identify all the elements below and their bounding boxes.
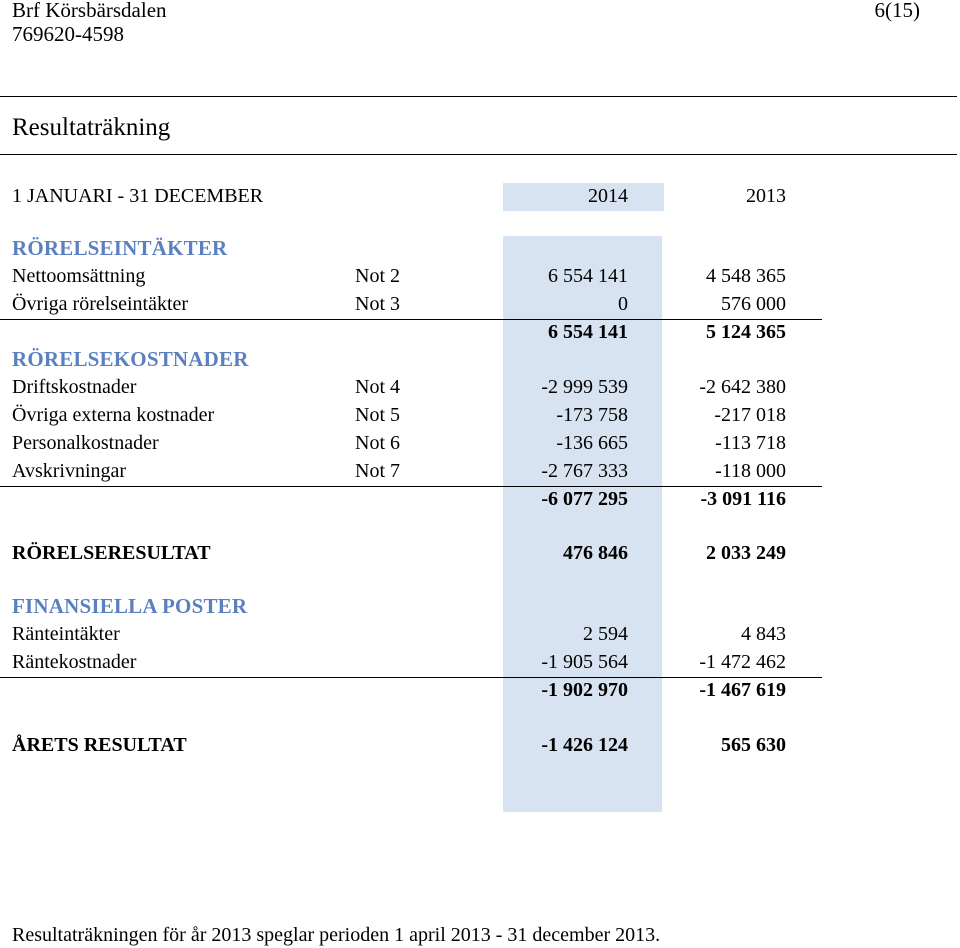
header-divider bbox=[0, 96, 957, 97]
costs-total-previous: -3 091 116 bbox=[700, 488, 786, 510]
revenue-total-previous: 5 124 365 bbox=[706, 321, 786, 343]
page-number: 6(15) bbox=[874, 0, 920, 22]
table-row-previous: -2 642 380 bbox=[699, 376, 786, 398]
financial-total-previous: -1 467 619 bbox=[699, 679, 786, 701]
year-previous: 2013 bbox=[746, 185, 786, 207]
table-row-previous: 4 548 365 bbox=[706, 265, 786, 287]
costs-total-rule bbox=[0, 486, 822, 487]
table-row-previous: -1 472 462 bbox=[699, 651, 786, 673]
financial-heading: FINANSIELLA POSTER bbox=[12, 594, 248, 618]
table-row-label: Driftskostnader bbox=[12, 376, 137, 398]
page-title: Resultaträkning bbox=[12, 114, 171, 141]
costs-heading: RÖRELSEKOSTNADER bbox=[12, 347, 249, 371]
table-row-label: Ränteintäkter bbox=[12, 623, 120, 645]
year-current: 2014 bbox=[588, 185, 628, 207]
table-row-current: 2 594 bbox=[583, 623, 628, 645]
table-row-current: -2 767 333 bbox=[541, 460, 628, 482]
table-row-label: Nettoomsättning bbox=[12, 265, 146, 287]
table-row-note: Not 5 bbox=[355, 404, 400, 426]
table-row-previous: 4 843 bbox=[741, 623, 786, 645]
operating-result-label: RÖRELSERESULTAT bbox=[12, 542, 211, 564]
table-row-note: Not 7 bbox=[355, 460, 400, 482]
year-result-label: ÅRETS RESULTAT bbox=[12, 734, 187, 756]
table-row-label: Avskrivningar bbox=[12, 460, 127, 482]
table-row-note: Not 6 bbox=[355, 432, 400, 454]
table-row-previous: -118 000 bbox=[715, 460, 786, 482]
table-row-label: Personalkostnader bbox=[12, 432, 159, 454]
footer-note: Resultaträkningen för år 2013 speglar perioden 1 april 2013 - 31 december 2013. bbox=[12, 924, 661, 946]
table-row-current: -1 905 564 bbox=[541, 651, 628, 673]
table-row-label: Övriga externa kostnader bbox=[12, 404, 215, 426]
org-number: 769620-4598 bbox=[12, 22, 124, 46]
title-divider bbox=[0, 154, 957, 155]
table-row-current: -2 999 539 bbox=[541, 376, 628, 398]
table-row-current: 6 554 141 bbox=[548, 265, 628, 287]
revenue-heading: RÖRELSEINTÄKTER bbox=[12, 236, 228, 260]
table-row-note: Not 2 bbox=[355, 265, 400, 287]
table-row-label: Räntekostnader bbox=[12, 651, 137, 673]
financial-total-rule bbox=[0, 677, 822, 678]
table-row-previous: 576 000 bbox=[721, 293, 786, 315]
year-header-shade bbox=[503, 183, 664, 211]
costs-total-current: -6 077 295 bbox=[541, 488, 628, 510]
table-row-current: -136 665 bbox=[556, 432, 628, 454]
financial-total-current: -1 902 970 bbox=[541, 679, 628, 701]
revenue-total-current: 6 554 141 bbox=[548, 321, 628, 343]
table-row-current: -173 758 bbox=[556, 404, 628, 426]
year-result-current: -1 426 124 bbox=[541, 734, 628, 756]
period-label: 1 JANUARI - 31 DECEMBER bbox=[12, 185, 264, 207]
table-row-note: Not 4 bbox=[355, 376, 400, 398]
org-name: Brf Körsbärsdalen bbox=[12, 0, 167, 22]
table-row-note: Not 3 bbox=[355, 293, 400, 315]
operating-result-previous: 2 033 249 bbox=[706, 542, 786, 564]
table-row-current: 0 bbox=[618, 293, 628, 315]
table-row-previous: -113 718 bbox=[715, 432, 786, 454]
table-row-previous: -217 018 bbox=[714, 404, 786, 426]
table-row-label: Övriga rörelseintäkter bbox=[12, 293, 189, 315]
revenue-total-rule bbox=[0, 319, 822, 320]
year-result-previous: 565 630 bbox=[721, 734, 786, 756]
operating-result-current: 476 846 bbox=[563, 542, 628, 564]
